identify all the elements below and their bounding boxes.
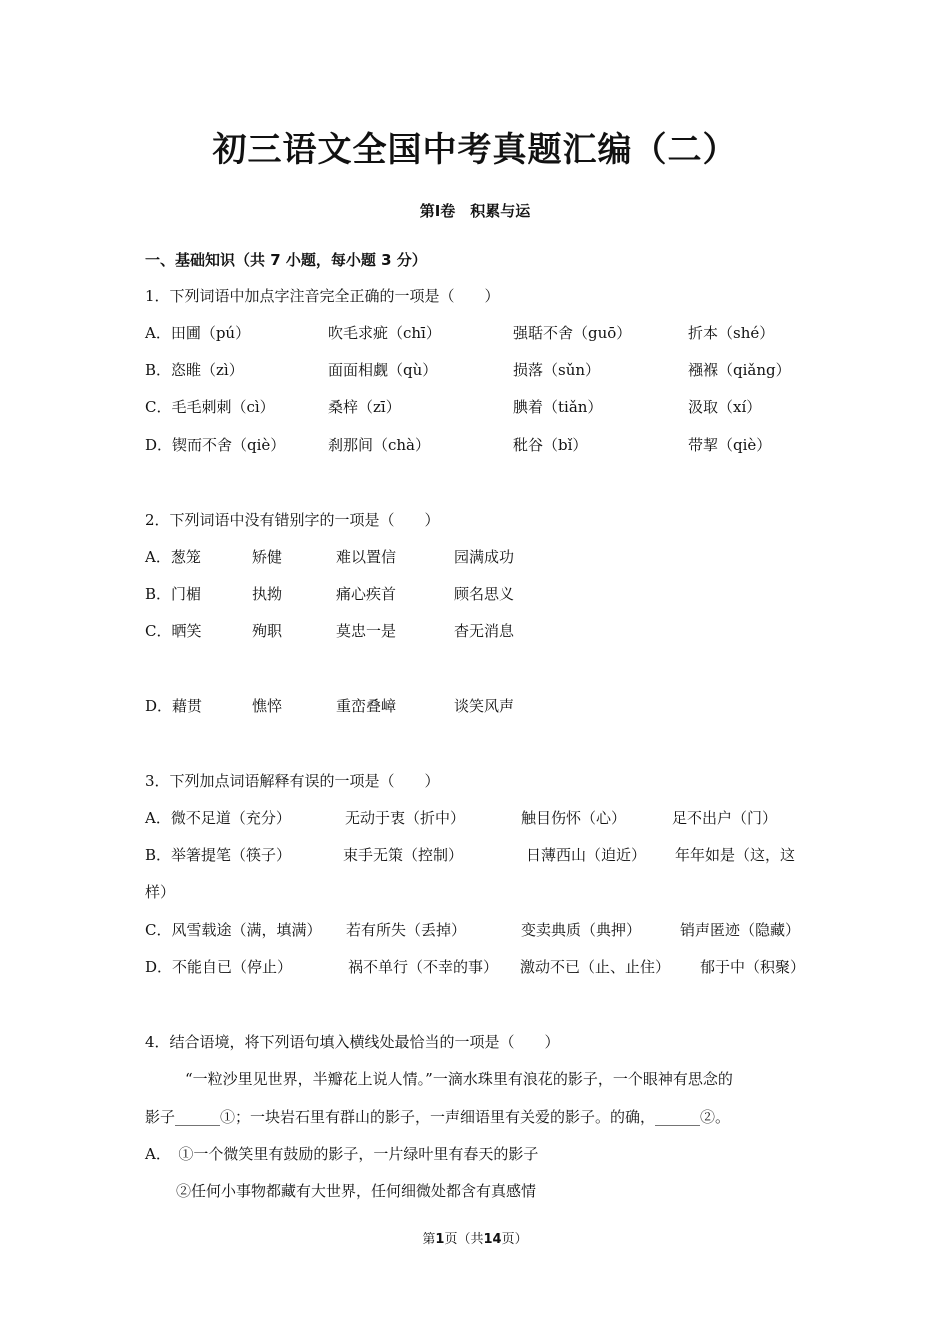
question-1-stem: 1．下列词语中加点字注音完全正确的一项是（ ）: [145, 287, 500, 305]
q4-option-a-part-2: ②任何小事物都藏有大世界，任何细微处都含有真感情: [176, 1182, 537, 1200]
q3-option-d-word-1: D．不能自已（停止）: [145, 958, 293, 976]
q3-option-a-word-1: A．微不足道（充分）: [145, 809, 291, 827]
question-4-passage-line-2: 影子______①；一块岩石里有群山的影子，一声细语里有关爱的影子。的确，______②。: [145, 1108, 731, 1126]
q3-option-c-word-2: 若有所失（丢掉）: [346, 921, 467, 939]
q3-option-d-word-2: 祸不单行（不幸的事）: [348, 958, 499, 976]
q2-option-d-word-1: D．藉贯: [145, 697, 203, 715]
q2-option-a-word-3: 难以置信: [336, 548, 397, 566]
footer-middle: 页（共: [444, 1232, 484, 1247]
section-heading: 一、基础知识（共 7 小题，每小题 3 分）: [145, 251, 427, 269]
q3-option-b-wrap: 样）: [145, 883, 176, 901]
q1-option-b-word-1: B．恣睢（zì）: [145, 361, 244, 379]
footer-suffix: 页）: [501, 1232, 528, 1247]
q1-option-b-word-4: 襁褓（qiǎng）: [688, 361, 791, 379]
q2-option-a-word-4: 园满成功: [454, 548, 515, 566]
q2-option-b-word-1: B．门楣: [145, 585, 202, 603]
question-3-stem: 3．下列加点词语解释有误的一项是（ ）: [145, 772, 440, 790]
q1-option-a-word-3: 强聒不舍（guō）: [513, 324, 632, 342]
q2-option-a-word-1: A．葱笼: [145, 548, 201, 566]
q3-option-a-word-4: 足不出户（门）: [672, 809, 778, 827]
q1-option-c-word-1: C．毛毛刺刺（cì）: [145, 398, 275, 416]
q2-option-c-word-3: 莫忠一是: [336, 622, 397, 640]
question-4-stem: 4．结合语境，将下列语句填入横线处最恰当的一项是（ ）: [145, 1033, 560, 1051]
footer-total-pages: 14: [483, 1232, 502, 1247]
footer-prefix: 第: [422, 1232, 436, 1247]
q1-option-d-word-1: D．锲而不舍（qiè）: [145, 436, 286, 454]
q3-option-a-word-2: 无动于衷（折中）: [345, 809, 466, 827]
q1-option-d-word-3: 秕谷（bǐ）: [513, 436, 588, 454]
question-2-stem: 2．下列词语中没有错别字的一项是（ ）: [145, 511, 440, 529]
q1-option-c-word-3: 腆着（tiǎn）: [513, 398, 603, 416]
q3-option-c-word-3: 变卖典质（典押）: [521, 921, 642, 939]
q4-option-a-part-1: A． ①一个微笑里有鼓励的影子，一片绿叶里有春天的影子: [145, 1145, 539, 1163]
q3-option-d-word-4: 郁于中（积聚）: [700, 958, 806, 976]
q3-option-b-word-1: B．举箸提笔（筷子）: [145, 846, 292, 864]
document-title: 初三语文全国中考真题汇编（二）: [212, 130, 738, 170]
q2-option-b-word-3: 痛心疾首: [336, 585, 397, 603]
page-footer: [0, 1228, 950, 1247]
q1-option-a-word-2: 吹毛求疵（chī）: [328, 324, 441, 342]
q2-option-c-word-4: 杳无消息: [454, 622, 515, 640]
q2-option-b-word-2: 执拗: [252, 585, 283, 603]
q3-option-c-word-1: C．风雪载途（满，填满）: [145, 921, 322, 939]
q2-option-d-word-2: 憔悴: [252, 697, 283, 715]
question-4-passage-line-1: “一粒沙里见世界，半瓣花上说人情。”一滴水珠里有浪花的影子，一个眼神有思念的: [185, 1070, 733, 1088]
q3-option-b-word-2: 束手无策（控制）: [343, 846, 464, 864]
q1-option-d-word-2: 刹那间（chà）: [328, 436, 431, 454]
q3-option-b-word-4: 年年如是（这，这: [675, 846, 796, 864]
q3-option-a-word-3: 触目伤怀（心）: [521, 809, 627, 827]
q1-option-b-word-3: 损落（sǔn）: [513, 361, 601, 379]
q1-option-d-word-4: 带挈（qiè）: [688, 436, 772, 454]
q2-option-d-word-4: 谈笑风声: [454, 697, 515, 715]
q2-option-b-word-4: 顾名思义: [454, 585, 515, 603]
q1-option-c-word-4: 汲取（xí）: [688, 398, 762, 416]
footer-page-number: 1: [435, 1232, 445, 1247]
q3-option-c-word-4: 销声匿迹（隐藏）: [680, 921, 801, 939]
q1-option-a-word-1: A．田圃（pú）: [145, 324, 251, 342]
q1-option-c-word-2: 桑梓（zī）: [328, 398, 401, 416]
volume-subtitle: 第Ⅰ卷 积累与运: [419, 202, 531, 220]
q2-option-c-word-1: C．晒笑: [145, 622, 202, 640]
q1-option-a-word-4: 折本（shé）: [688, 324, 775, 342]
q2-option-c-word-2: 殉职: [252, 622, 283, 640]
q3-option-b-word-3: 日薄西山（迫近）: [526, 846, 647, 864]
q3-option-d-word-3: 激动不已（止、止住）: [520, 958, 671, 976]
q2-option-a-word-2: 矫健: [252, 548, 283, 566]
q1-option-b-word-2: 面面相觑（qù）: [328, 361, 438, 379]
q2-option-d-word-3: 重峦叠嶂: [336, 697, 397, 715]
